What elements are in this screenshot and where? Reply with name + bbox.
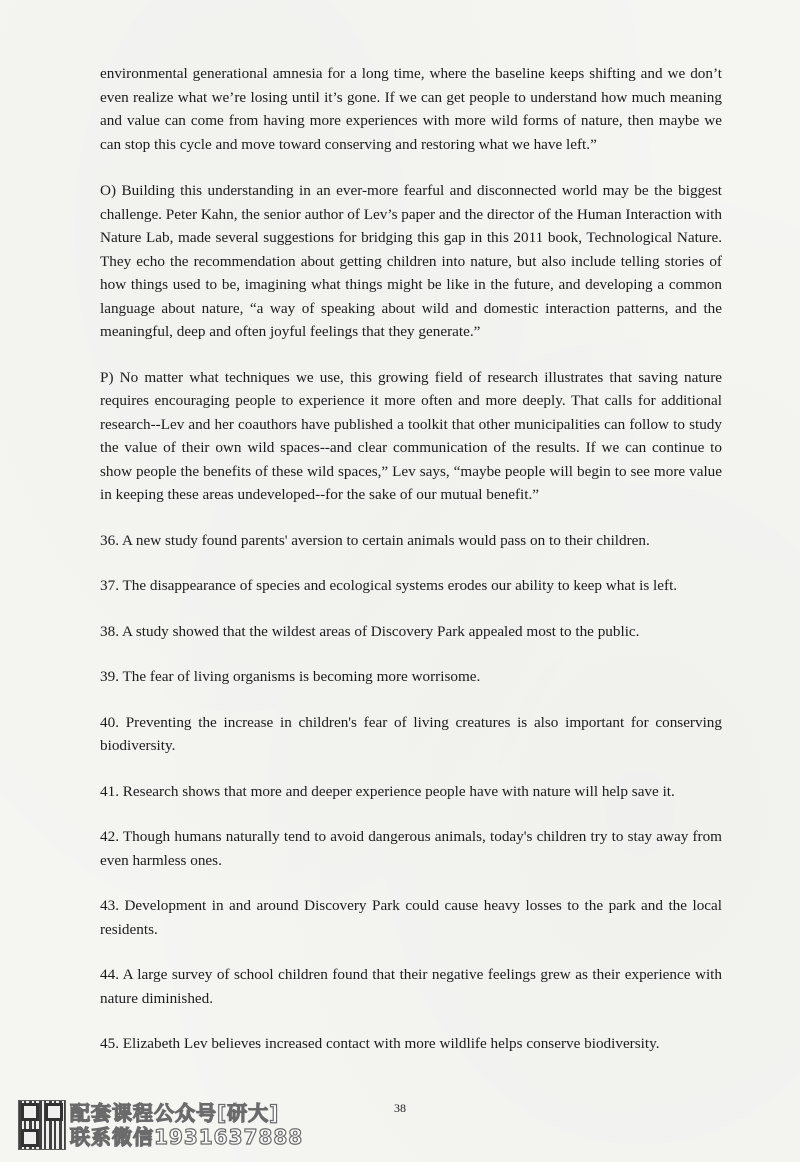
- watermark-text: [70, 1101, 303, 1149]
- watermark-line-1: 配套课程公众号[研大]: [70, 1101, 280, 1125]
- statement-45: 45. Elizabeth Lev believes increased contact with more wildlife helps conserve biodiversity.: [100, 1035, 660, 1052]
- statement-37: 37. The disappearance of species and ecological systems erodes our ability to keep what is left.: [100, 577, 678, 594]
- statement-42: 42. Though humans naturally tend to avoid dangerous animals, today's children try to stay away from even harmless ones.: [100, 828, 722, 869]
- watermark-line-2: 联系微信1931637888: [70, 1125, 304, 1149]
- statement-36: 36. A new study found parents' aversion to certain animals would pass on to their children.: [100, 531, 650, 549]
- watermark: [18, 1100, 303, 1150]
- statement-40: 40. Preventing the increase in children's fear of living creatures is also important for conserving biodiversity.: [100, 713, 722, 754]
- paragraph-p: P) No matter what techniques we use, this growing field of research illustrates that saving nature requires encouraging people to experience it more often and more deeply. That calls for additional research--Lev and her coauthors have published a toolkit that other municipalities can follow to study the value of their own wild spaces--and clear communication of the results. If we can continue to show people the benefits of these wild spaces,” Lev says, “maybe people will begin to see more value in keeping these areas undeveloped--for the sake of our mutual benefit.”: [100, 368, 722, 503]
- paragraph-o: O) Building this understanding in an ever-more fearful and disconnected world may be the biggest challenge. Peter Kahn, the senior author of Lev’s paper and the director of the Human Interaction with Nature Lab, made several suggestions for bridging this gap in this 2011 book, Technological Nature. They echo the recommendation about getting children into nature, but also include telling stories of how things used to be, imagining what things might be like in the future, and developing a common language about nature, “a way of speaking about wild and domestic interaction patterns, and the meaningful, deep and often joyful feelings that they generate.”: [100, 182, 722, 340]
- statement-39: 39. The fear of living organisms is becoming more worrisome.: [100, 668, 481, 685]
- statement-43: 43. Development in and around Discovery Park could cause heavy losses to the park and the local residents.: [100, 897, 722, 938]
- statement-38: 38. A study showed that the wildest areas of Discovery Park appealed most to the public.: [100, 622, 640, 640]
- statement-44: 44. A large survey of school children found that their negative feelings grew as their experience with nature diminished.: [100, 966, 722, 1007]
- document-body: [100, 62, 722, 1078]
- statement-41: 41. Research shows that more and deeper experience people have with nature will help save it.: [100, 782, 675, 800]
- qr-code-icon: [18, 1100, 66, 1150]
- page-number: 38: [394, 1101, 406, 1115]
- paragraph-n-continuation: environmental generational amnesia for a long time, where the baseline keeps shifting and we don’t even realize what we’re losing until it’s gone. If we can get people to understand how much meaning and value can come from having more experiences with more wild forms of nature, then maybe we can stop this cycle and move toward conserving and restoring what we have left.”: [100, 65, 722, 153]
